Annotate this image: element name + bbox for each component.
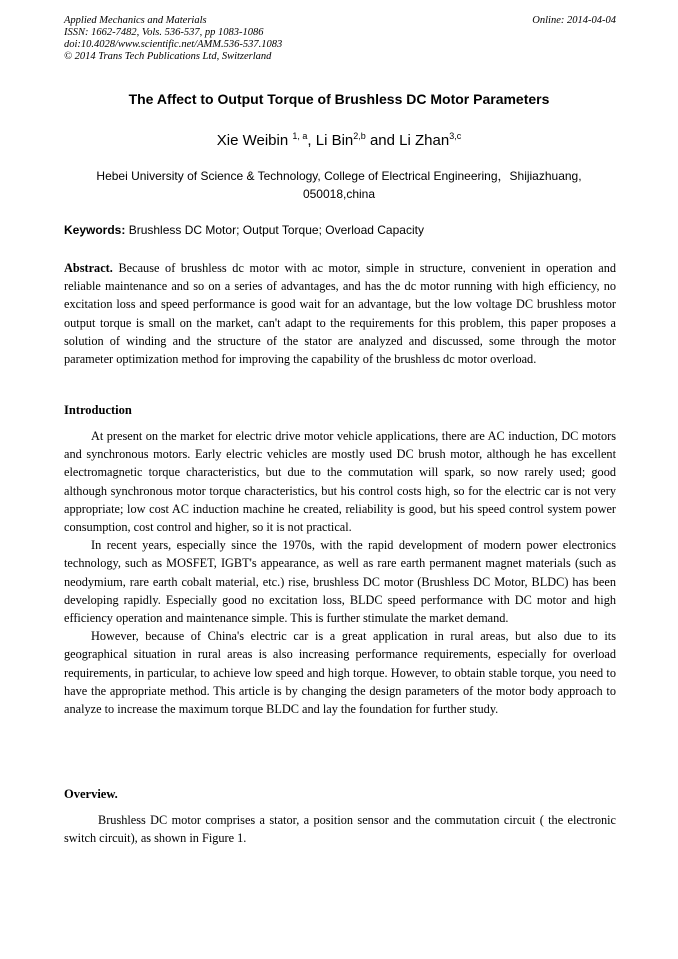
- author-affiliation-mark: 3,c: [449, 131, 462, 141]
- author-name: Li Bin: [315, 132, 354, 149]
- overview-section: [64, 811, 616, 847]
- journal-header: [64, 15, 616, 63]
- section-heading-overview: Overview.: [64, 787, 118, 801]
- author-affiliation-mark: 2,b: [353, 131, 366, 141]
- abstract-text: Because of brushless dc motor with ac motor, simple in structure, convenient in operation and reliable maintenance and so on a series of advantages, and has the dc motor running with high efficiency, no excitation loss and speed performance is good wait for an advantage, but the low voltage DC brushless motor output torque is small on the market, can't adapt to the requirements for this problem, this paper proposes a solution of winding and the structure of the stator are analyzed and discussed, some through the motor parameter optimization method for improving the capability of the brushless dc motor overload.: [64, 261, 616, 367]
- paragraph: Brushless DC motor comprises a stator, a position sensor and the commutation circuit ( the electronic switch circuit), as shown in Figure 1.: [64, 813, 616, 846]
- copyright-line: © 2014 Trans Tech Publications Ltd, Switzerland: [64, 51, 272, 62]
- author-name: Xie Weibin: [216, 132, 289, 149]
- journal-name: Applied Mechanics and Materials: [64, 15, 207, 26]
- affiliation-line: Hebei University of Science & Technology, College of Electrical Engineering，Shijiazhuang,: [96, 169, 582, 183]
- section-heading-introduction: Introduction: [64, 403, 132, 417]
- affiliation: [74, 167, 604, 203]
- keywords-text: Brushless DC Motor; Output Torque; Overload Capacity: [128, 223, 424, 237]
- abstract-paragraph: [64, 259, 616, 368]
- paragraph: However, because of China's electric car is a great application in rural areas, but also due to its geographical situation in rural areas is also increasing performance requirements, especially for overload requirements, in particular, to achieve low speed and high torque. However, to obtain stable torque, you need to have the appropriate method. This article is by changing the design parameters of the motor body approach to analyze to increase the maximum torque BLDC and lay the foundation for further study.: [64, 629, 616, 717]
- author-affiliation-mark: 1, a: [292, 131, 308, 141]
- doi-line: doi:10.4028/www.scientific.net/AMM.536-537.1083: [64, 39, 283, 50]
- affiliation-line: 050018,china: [302, 187, 376, 201]
- author-conjunction: and: [369, 132, 395, 149]
- author-list: [40, 131, 638, 149]
- abstract: [64, 259, 616, 368]
- abstract-label: Abstract.: [64, 261, 113, 275]
- keywords: [64, 223, 616, 237]
- author-name: Li Zhan: [399, 132, 450, 149]
- issn-line: ISSN: 1662-7482, Vols. 536-537, pp 1083-1086: [64, 27, 264, 38]
- keywords-label: Keywords:: [64, 223, 126, 237]
- paper-title: The Affect to Output Torque of Brushless DC Motor Parameters: [128, 91, 550, 107]
- paragraph: In recent years, especially since the 1970s, with the rapid development of modern power electronics technology, such as MOSFET, IGBT's appearance, as well as rare earth permanent magnet materials (such as neodymium, rare earth cobalt material, etc.) rise, brushless DC motor (Brushless DC Motor, BLDC) has been developing rapidly. Especially good no excitation loss, BLDC speed performance with DC motor and high efficiency operation and maintenance simple. This is further stimulate the market demand.: [64, 538, 616, 626]
- online-date: Online: 2014-04-04: [532, 15, 616, 26]
- paragraph: At present on the market for electric drive motor vehicle applications, there are AC induction, DC motors and synchronous motors. Early electric vehicles are mostly used DC brush motor, although he has excellent electromagnetic torque characteristics, but due to the commutation will spark, so now rarely used; good although synchronous motor torque characteristics, but his control costs high, so for the electric car is not very appropriate; low cost AC induction machine he created, reliability is good, but his speed control system power consumption, cost control and higher, so it is not practical.: [64, 429, 616, 535]
- introduction-section: [64, 427, 616, 718]
- author-separator: ,: [307, 132, 316, 149]
